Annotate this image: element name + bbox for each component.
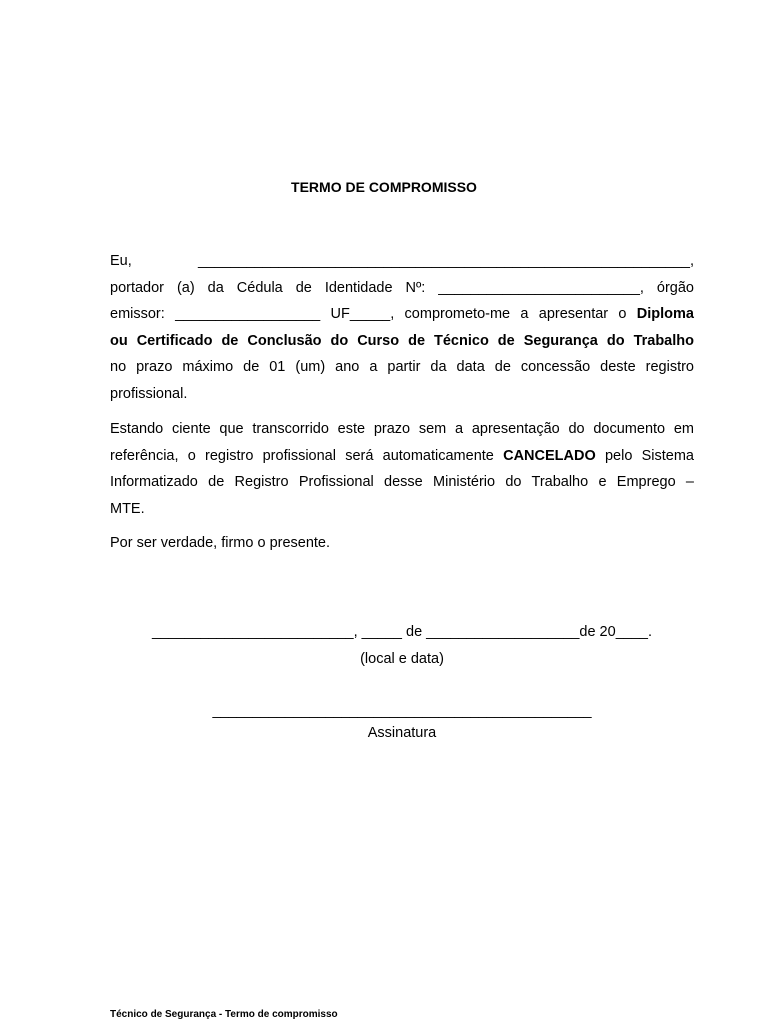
signature-label: Assinatura: [367, 725, 437, 741]
paragraph-line: no prazo máximo de 01 (um) ano a partir da data de concessão deste registro: [110, 359, 694, 376]
bold-text-course: ou Certificado de Conclusão do Curso de Técnico de Segurança do Trabalho: [110, 332, 694, 349]
paragraph-line: Por ser verdade, firmo o presente.: [110, 535, 331, 551]
place-date-field: _________________________, _____ de ___________________de 20____.: [152, 624, 652, 640]
paragraph-awareness: [110, 416, 694, 522]
paragraph-line: profissional.: [110, 385, 188, 402]
signature-field: _______________________________________________: [212, 703, 592, 719]
paragraph-line: MTE.: [110, 500, 145, 517]
place-date-label: (local e data): [360, 651, 444, 667]
bold-text-diploma: Diploma: [636, 306, 694, 323]
text-segment: emissor: __________________ UF_____, comprometo-me a apresentar o: [110, 306, 637, 323]
text-segment: pelo Sistema: [595, 447, 694, 464]
text-segment: referência, o registro profissional será automaticamente: [110, 447, 504, 464]
paragraph-line: [110, 301, 694, 328]
paragraph-line: [110, 443, 694, 470]
paragraph-line: Eu, _____________________________________________________________,: [110, 253, 694, 269]
paragraph-commitment: [110, 248, 694, 408]
document-title: TERMO DE COMPROMISSO: [291, 179, 477, 195]
paragraph-line: Estando ciente que transcorrido este prazo sem a apresentação do documento em: [110, 421, 694, 437]
paragraph-closing: [110, 530, 694, 557]
paragraph-line: portador (a) da Cédula de Identidade Nº: _________________________, órgão: [110, 279, 694, 296]
page-footer: Técnico de Segurança - Termo de compromisso: [110, 1009, 338, 1020]
bold-text-cancelado: CANCELADO: [503, 447, 596, 464]
paragraph-line: Informatizado de Registro Profissional desse Ministério do Trabalho e Emprego –: [110, 474, 694, 491]
